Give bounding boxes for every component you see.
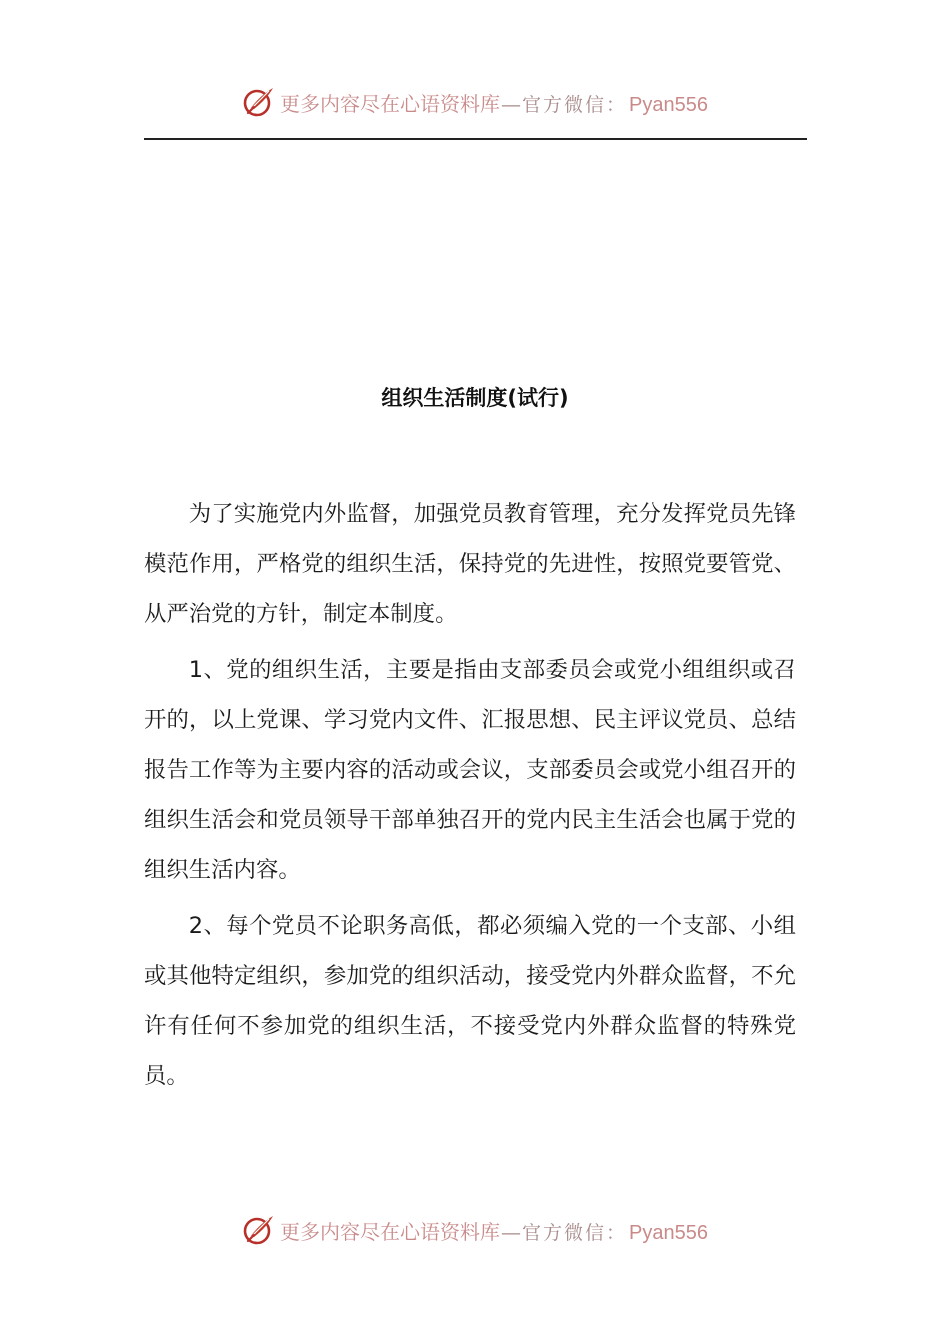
- feather-pen-logo-icon: [242, 85, 276, 119]
- banner-slogan: 更多内容尽在心语资料库: [280, 1219, 500, 1244]
- banner-separator: —: [501, 91, 521, 116]
- header-banner: [0, 82, 950, 122]
- feather-pen-logo-icon: [242, 1213, 276, 1247]
- banner-slogan: 更多内容尽在心语资料库: [280, 91, 500, 116]
- banner-wechat-label: 官方微信：: [522, 1221, 628, 1244]
- banner-wechat-id: Pyan556: [629, 1221, 708, 1244]
- banner-text: [280, 88, 708, 117]
- paragraph-item-1: 1、党的组织生活，主要是指由支部委员会或党小组组织或召开的，以上党课、学习党内文件、汇报思想、民主评议党员、总结报告工作等为主要内容的活动或会议，支部委员会或党小组召开的组织生活会和党员领导干部单独召开的党内民主生活会也属于党的组织生活内容。: [144, 657, 796, 883]
- banner-text: [280, 1216, 708, 1245]
- paragraph-intro: 为了实施党内外监督，加强党员教育管理，充分发挥党员先锋模范作用，严格党的组织生活，保持党的先进性，按照党要管党、从严治党的方针，制定本制度。: [144, 501, 796, 627]
- banner-separator: —: [501, 1219, 521, 1244]
- document-title: 组织生活制度(试行): [381, 386, 569, 410]
- header-divider: [144, 138, 807, 140]
- document-body: [144, 489, 796, 1107]
- paragraph-item-2: 2、每个党员不论职务高低，都必须编入党的一个支部、小组或其他特定组织，参加党的组织活动，接受党内外群众监督，不允许有任何不参加党的组织生活，不接受党内外群众监督的特殊党员。: [144, 913, 796, 1089]
- banner-wechat-label: 官方微信：: [522, 93, 628, 116]
- footer-banner: [0, 1210, 950, 1250]
- banner-wechat-id: Pyan556: [629, 93, 708, 116]
